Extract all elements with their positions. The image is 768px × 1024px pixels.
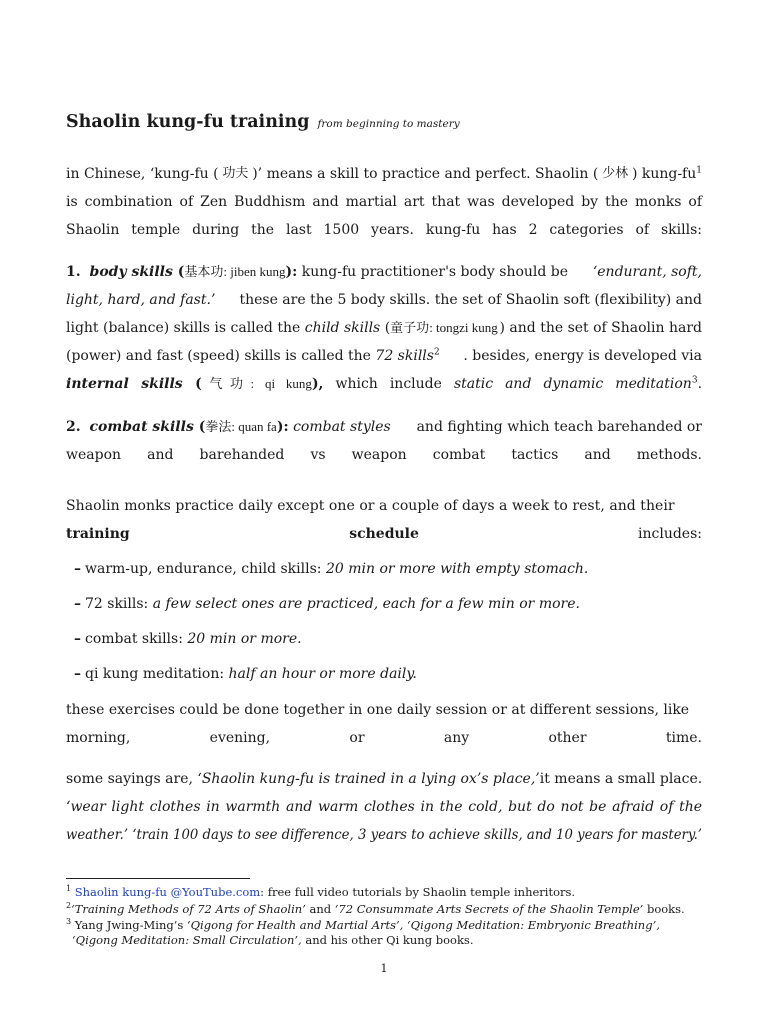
footnote-ref-3[interactable]: 3 [691, 375, 698, 386]
combat-skills-line-2: weapon and barehanded vs weapon combat tactics and methods. [66, 447, 702, 463]
body-skills-heading: body skills [89, 264, 173, 280]
footnote-1: $^1$ Shaolin kung-fu @YouTube.com: free full video tutorials by Shaolin temple inheritors. [66, 884, 576, 899]
internal-skills-heading: internal skills [66, 376, 183, 392]
body-skills-line-1: 1. body skills (基本功: jiben kung): kung-fu practitioner's body should be ‘endurant, soft, [66, 264, 702, 280]
sayings-line-3: weather.’ ‘train 100 days to see difference, 3 years to achieve skills, and 10 years for mastery.’ [66, 827, 703, 843]
title-line [66, 112, 460, 132]
footnote-ref-2[interactable]: 2 [433, 347, 440, 358]
schedule-line-2: training schedule includes: [66, 526, 702, 542]
footnote-divider [66, 878, 250, 879]
page-subtitle: from beginning to mastery [317, 118, 460, 130]
schedule-paragraph [66, 492, 702, 548]
combat-skills-heading: combat skills [89, 419, 194, 435]
page-number: 1 [380, 962, 388, 975]
body-skills-line-4: (power) and fast (speed) skills is called the 72 skills$^2$ . besides, energy is developed via [66, 347, 702, 364]
schedule-line-1: Shaolin monks practice daily except one or a couple of days a week to rest, and their [66, 498, 675, 514]
footnote-2: $^2$‘Training Methods of 72 Arts of Shaolin’ and ‘72 Consummate Arts Secrets of the Shaolin Temple’ books. [66, 901, 685, 916]
list-item: – 72 skills: a few select ones are practiced, each for a few min or more. [74, 596, 580, 612]
combat-skills-paragraph [66, 413, 702, 469]
body-skills-paragraph [66, 258, 702, 398]
training-schedule-label: training schedule [66, 526, 419, 542]
intro-line-3: Shaolin temple during the last 1500 years. kung-fu has 2 categories of skills: [66, 222, 702, 238]
intro-paragraph [66, 160, 702, 244]
list-item: – combat skills: 20 min or more. [74, 631, 302, 647]
body-skills-line-3: light (balance) skills is called the child skills (童子功: tongzi kung ) and the set of Shaolin hard [66, 320, 702, 336]
sayings-line-2: ‘wear light clothes in warmth and warm clothes in the cold, but do not be afraid of the [66, 799, 702, 815]
page-title: Shaolin kung-fu training [66, 112, 310, 132]
footnote-ref-1[interactable]: 1 [696, 165, 702, 176]
exercises-paragraph [66, 696, 702, 752]
exercises-line-1: these exercises could be done together in one daily session or at different sessions, like [66, 702, 690, 718]
intro-line-1: in Chinese, ‘kung-fu ( 功夫 )’ means a skill to practice and perfect. Shaolin ( 少林 ) kung-$fu^1$ [66, 165, 702, 182]
intro-line-2: is combination of Zen Buddhism and martial art that was developed by the monks of [66, 194, 702, 210]
footnote-3: $^3$ Yang Jwing-Ming’s ‘Qigong for Health and Martial Arts’, ‘Qigong Meditation: Embryonic Breathing’, [66, 917, 660, 932]
sayings-paragraph [66, 765, 702, 849]
body-skills-line-2: light, hard, and fast.’ these are the 5 body skills. the set of Shaolin soft (flexibility) and [66, 292, 702, 308]
footnote-3-continued: ‘Qigong Meditation: Small Circulation’, and his other Qi kung books. [72, 933, 474, 947]
list-item: – warm-up, endurance, child skills: 20 min or more with empty stomach. [74, 561, 589, 577]
list-item: – qi kung meditation: half an hour or more daily. [74, 666, 417, 682]
youtube-link[interactable]: Shaolin kung-fu @YouTube.com [74, 885, 261, 899]
sayings-line-1: some sayings are, ‘Shaolin kung-fu is trained in a lying ox’s place,’ it means a small place. [66, 771, 703, 787]
combat-skills-line-1: 2. combat skills (拳法: quan fa): combat styles and fighting which teach barehanded or [66, 419, 702, 435]
exercises-line-2: morning, evening, or any other time. [66, 730, 702, 746]
body-skills-line-5: internal skills (气功: qi kung), which include static and dynamic meditation$^3$. [66, 375, 703, 392]
